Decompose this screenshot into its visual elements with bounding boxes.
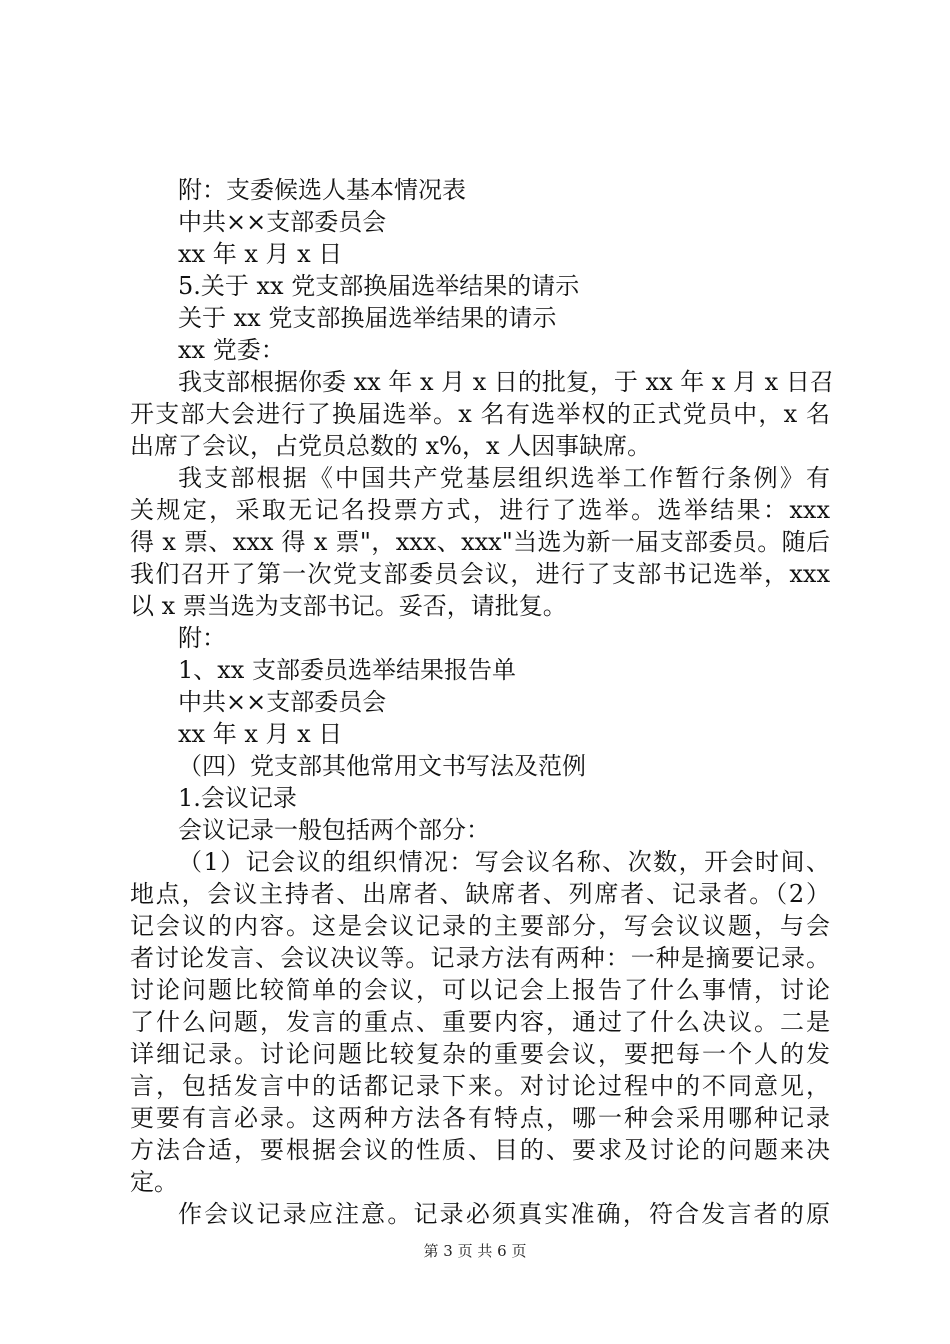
section-heading: 5.关于 xx 党支部换届选举结果的请示 xyxy=(178,272,580,300)
body-line: 讨论问题比较简单的会议，可以记会上报告了什么事情，讨论 xyxy=(130,976,830,1004)
body-line: （1）记会议的组织情况：写会议名称、次数，开会时间、 xyxy=(178,848,830,876)
body-line: 我支部根据《中国共产党基层组织选举工作暂行条例》有 xyxy=(178,464,830,492)
body-line: 会议记录一般包括两个部分： xyxy=(178,816,490,844)
signature-date: xx 年 x 月 x 日 xyxy=(178,720,343,748)
body-line: 关规定，采取无记名投票方式，进行了选举。选举结果：xxx xyxy=(130,496,830,524)
body-line: 得 x 票、xxx 得 x 票"，xxx、xxx"当选为新一届支部委员。随后 xyxy=(130,528,830,556)
body-line: 开支部大会进行了换届选举。x 名有选举权的正式党员中，x 名 xyxy=(130,400,830,428)
body-line: 了什么问题，发言的重点、重要内容，通过了什么决议。二是 xyxy=(130,1008,830,1036)
signature-org: 中共××支部委员会 xyxy=(178,208,387,236)
body-line: 出席了会议，占党员总数的 x%，x 人因事缺席。 xyxy=(130,432,652,460)
document-title: 关于 xx 党支部换届选举结果的请示 xyxy=(178,304,557,332)
body-line: 作会议记录应注意。记录必须真实准确，符合发言者的原 xyxy=(178,1200,830,1228)
body-line: 详细记录。讨论问题比较复杂的重要会议，要把每一个人的发 xyxy=(130,1040,830,1068)
section-heading: （四）党支部其他常用文书写法及范例 xyxy=(178,752,586,780)
signature-date: xx 年 x 月 x 日 xyxy=(178,240,343,268)
body-line: 地点，会议主持者、出席者、缺席者、列席者、记录者。（2） xyxy=(130,880,830,908)
attachment-item: 1、xx 支部委员选举结果报告单 xyxy=(178,656,516,684)
body-line: 记会议的内容。这是会议记录的主要部分，写会议议题，与会 xyxy=(130,912,830,940)
subsection-heading: 1.会议记录 xyxy=(178,784,297,812)
body-line: 我们召开了第一次党支部委员会议，进行了支部书记选举，xxx xyxy=(130,560,830,588)
body-line: 我支部根据你委 xx 年 x 月 x 日的批复，于 xx 年 x 月 x 日召 xyxy=(178,368,834,396)
body-line: 更要有言必录。这两种方法各有特点，哪一种会采用哪种记录 xyxy=(130,1104,830,1132)
page-number: 第 3 页 共 6 页 xyxy=(423,1242,527,1260)
attachment-note: 附：支委候选人基本情况表 xyxy=(178,176,466,204)
salutation: xx 党委： xyxy=(178,336,285,364)
body-line: 者讨论发言、会议决议等。记录方法有两种：一种是摘要记录。 xyxy=(130,944,830,972)
attachment-label: 附： xyxy=(178,624,226,652)
body-line: 以 x 票当选为支部书记。妥否，请批复。 xyxy=(130,592,567,620)
body-line: 方法合适，要根据会议的性质、目的、要求及讨论的问题来决 xyxy=(130,1136,830,1164)
body-line: 定。 xyxy=(130,1168,178,1196)
signature-org: 中共××支部委员会 xyxy=(178,688,387,716)
body-line: 言，包括发言中的话都记录下来。对讨论过程中的不同意见， xyxy=(130,1072,830,1100)
